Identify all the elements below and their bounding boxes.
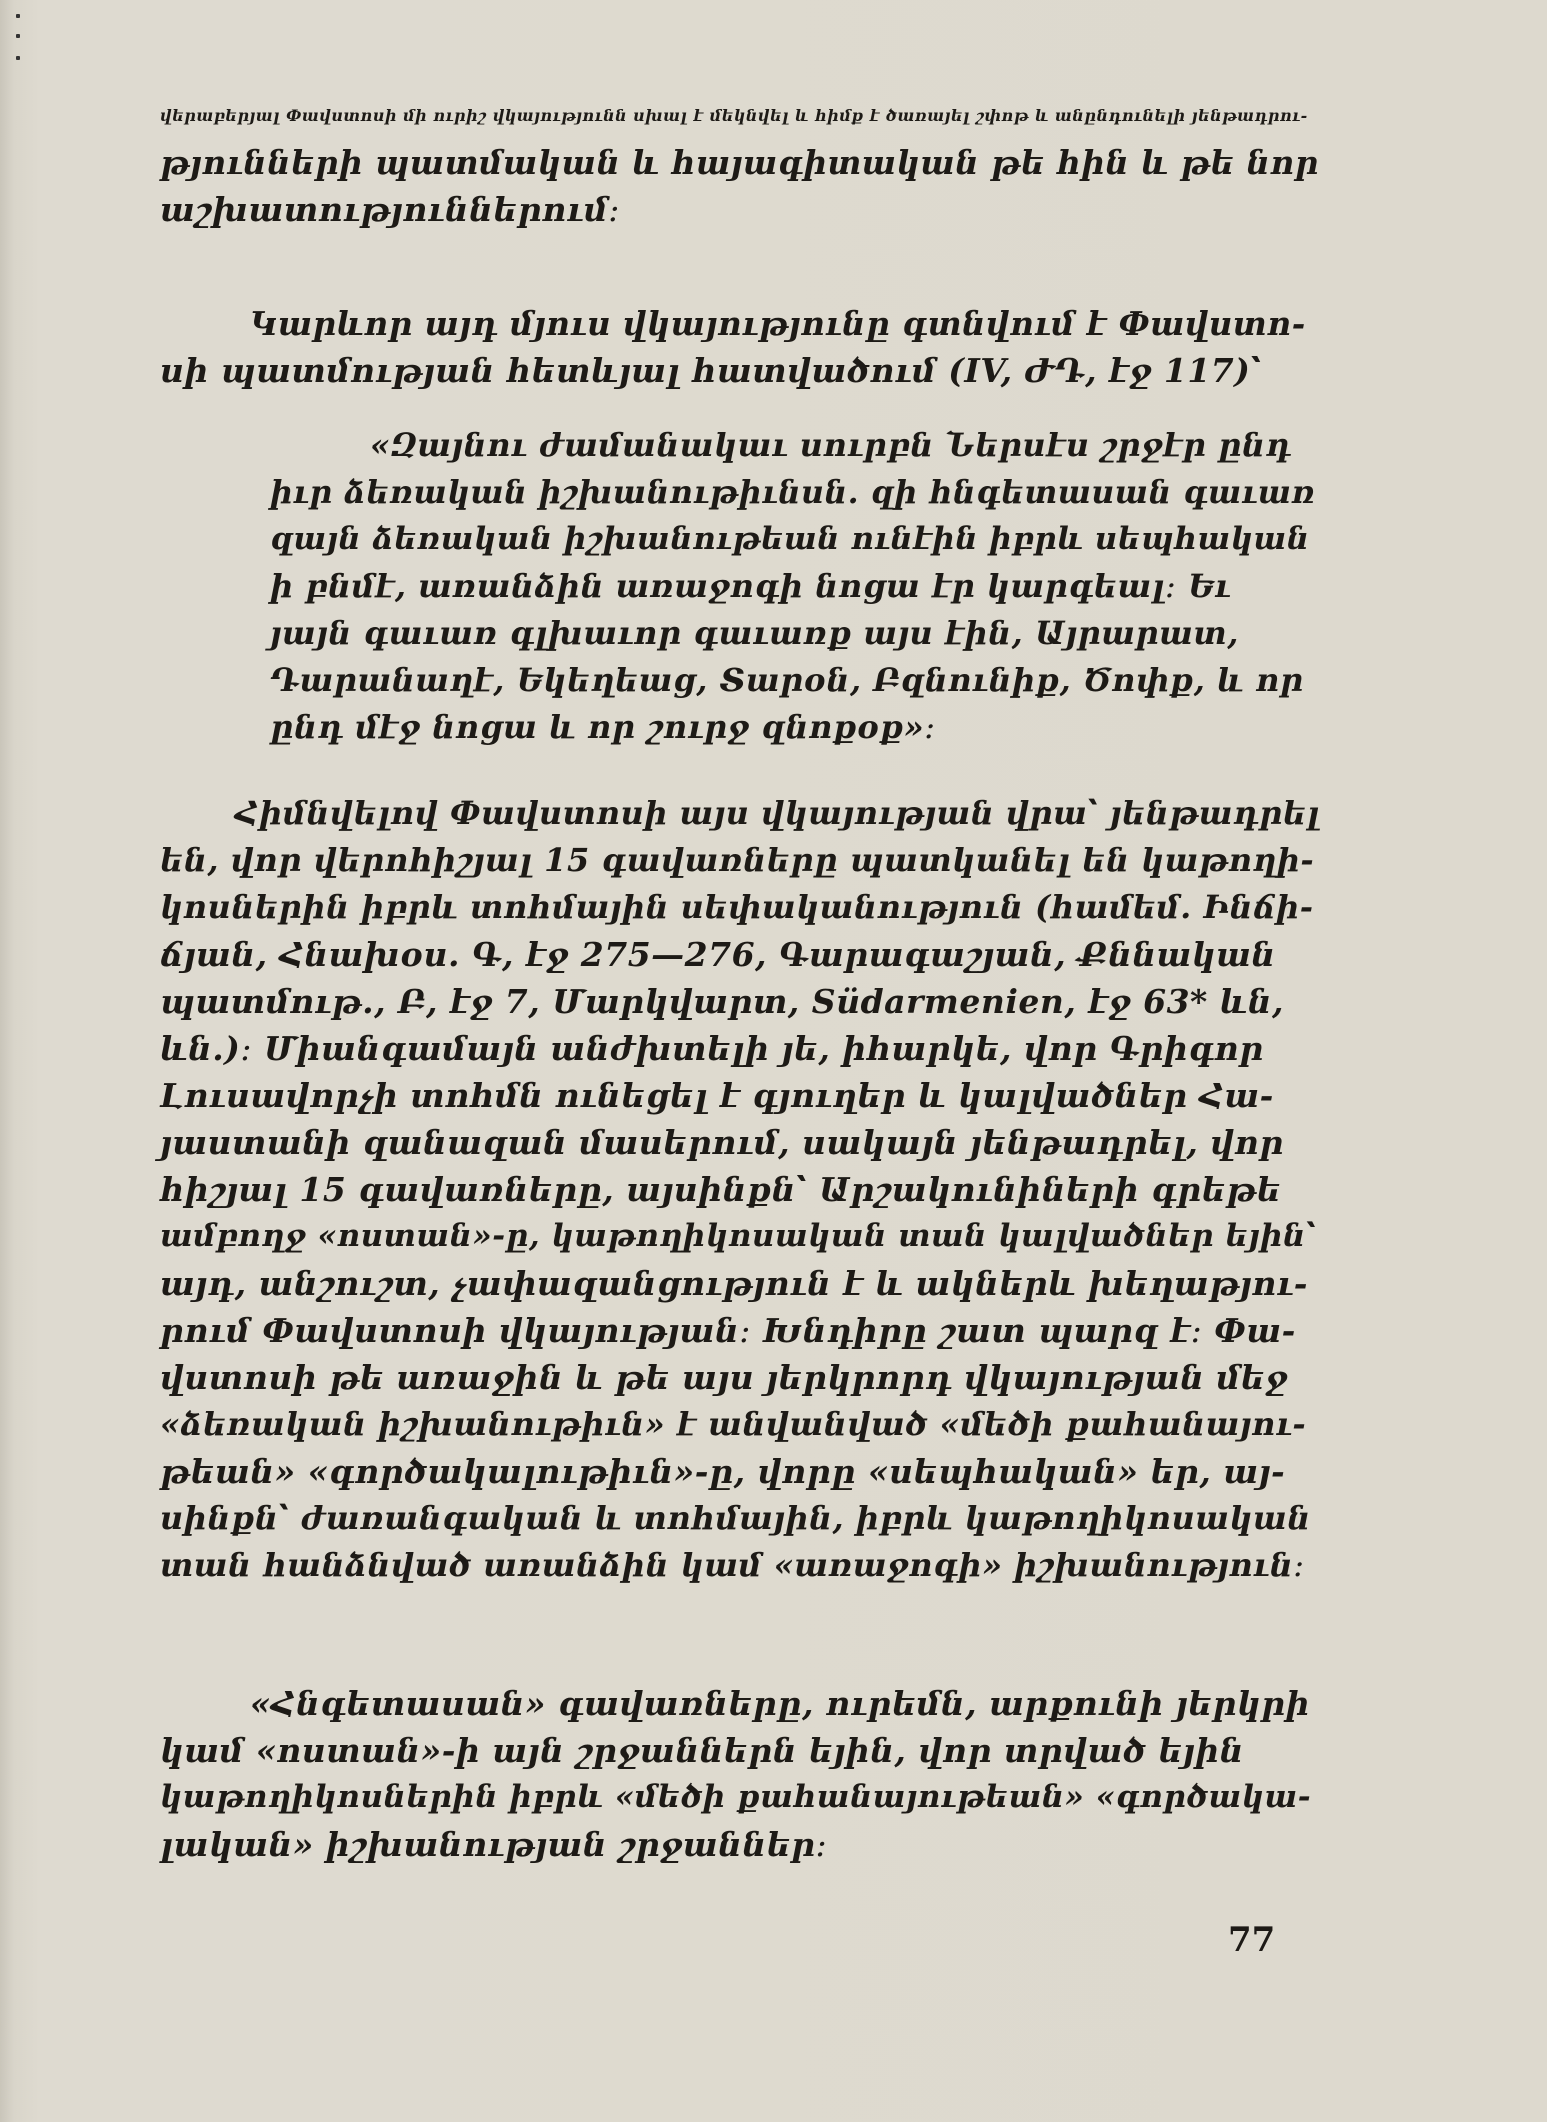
text-line: «Հնգետասան» գավառները, ուրեմն, արքունի յերկրի [250,1684,1311,1723]
text-line: Կարևոր այդ մյուս վկայությունը գտնվում է Փավստո- [250,304,1306,343]
text-line: վերաբերյալ Փավստոսի մի ուրիշ վկայությունն սխալ է մեկնվել և հիմք է ծառայել շփոթ և անընդունելի յենթադրու- [160,106,1308,125]
text-line: կամ «ոստան»-ի այն շրջաններն եյին, վոր տրված եյին [160,1731,1244,1770]
text-line: սինքն՝ ժառանգական և տոհմային, իբրև կաթողիկոսական [160,1499,1311,1537]
text-line: Լուսավորչի տոհմն ունեցել է գյուղեր և կալվածներ Հա- [160,1076,1274,1115]
text-line: են, վոր վերոհիշյալ 15 գավառները պատկանել են կաթողի- [160,841,1315,879]
text-line: թյունների պատմական և հայագիտական թե հին և թե նոր [160,143,1319,182]
quote-line: ընդ մէջ նոցա և որ շուրջ զնոքօք»։ [270,708,936,746]
text-line: տան հանձնված առանձին կամ «առաջոգի» իշխանություն։ [160,1546,1305,1584]
quote-line: ի բնմէ, առանձին առաջոգի նոցա էր կարգեալ։ Եւ [270,567,1232,605]
text-line: թեան» «գործակալութիւն»-ը, վորը «սեպհական» եր, այ- [160,1452,1286,1491]
quotation-block [270,422,1320,751]
page-number: 77 [1228,1920,1276,1960]
text-line: րում Փավստոսի վկայության։ Խնդիրը շատ պարզ է։ Փա- [160,1311,1296,1350]
paragraph-4 [160,1680,1320,1868]
paragraph-1 [160,92,1320,233]
quote-line: «Զայնու ժամանակաւ սուրբն Ներսէս շրջէր ընդ [370,426,1292,464]
text-line: վստոսի թե առաջին և թե այս յերկրորդ վկայության մեջ [160,1358,1288,1397]
text-line: ամբողջ «ոստան»-ը, կաթողիկոսական տան կալվածներ եյին՝ [160,1218,1317,1254]
text-line: «ձեռական իշխանութիւն» է անվանված «մեծի քահանայու- [160,1405,1307,1443]
text-line: պատմութ., Բ, էջ 7, Մարկվարտ, Südarmenien, էջ 63* ևն, [160,982,1285,1021]
text-line: յաստանի զանազան մասերում, սակայն յենթադրել, վոր [160,1123,1284,1162]
text-line: լական» իշխանության շրջաններ։ [160,1825,828,1864]
text-line: այդ, անշուշտ, չափազանցություն է և ակներև խեղաթյու- [160,1264,1308,1303]
text-line: կոսներին իբրև տոհմային սեփականություն (համեմ. Ինճի- [160,888,1314,926]
text-line: սի պատմության հետևյալ հատվածում (IV, ԺԴ, էջ 117)՝ [160,351,1262,390]
quote-line: յայն գաւառ գլխաւոր գաւառք այս էին, Այրարատ, [270,614,1239,652]
paragraph-3 [160,790,1320,1589]
gutter-marks [16,0,22,90]
text-line: հիշյալ 15 գավառները, այսինքն՝ Արշակունիների գրեթե [160,1170,1282,1209]
text-line: Հիմնվելով Փավստոսի այս վկայության վրա՝ յենթադրել [235,794,1320,832]
text-line: աշխատություններում։ [160,190,620,229]
text-line: կաթողիկոսներին իբրև «մեծի քահանայութեան» «գործակա- [160,1779,1312,1815]
quote-line: Դարանաղէ, Եկեղեաց, Տարօն, Բզնունիք, Ծոփք, և որ [270,661,1304,699]
quote-line: իւր ձեռական իշխանութիւնսն. զի հնգետասան գաւառ [270,474,1316,511]
paragraph-2 [160,300,1320,394]
quote-line: զայն ձեռական իշխանութեան ունէին իբրև սեպհական [270,521,1310,557]
text-line: ևն.)։ Միանգամայն անժխտելի յե, իհարկե, վոր Գրիգոր [160,1029,1264,1068]
text-line: ճյան, Հնախօս. Գ, էջ 275—276, Գարագաշյան, Քննական [160,935,1276,974]
